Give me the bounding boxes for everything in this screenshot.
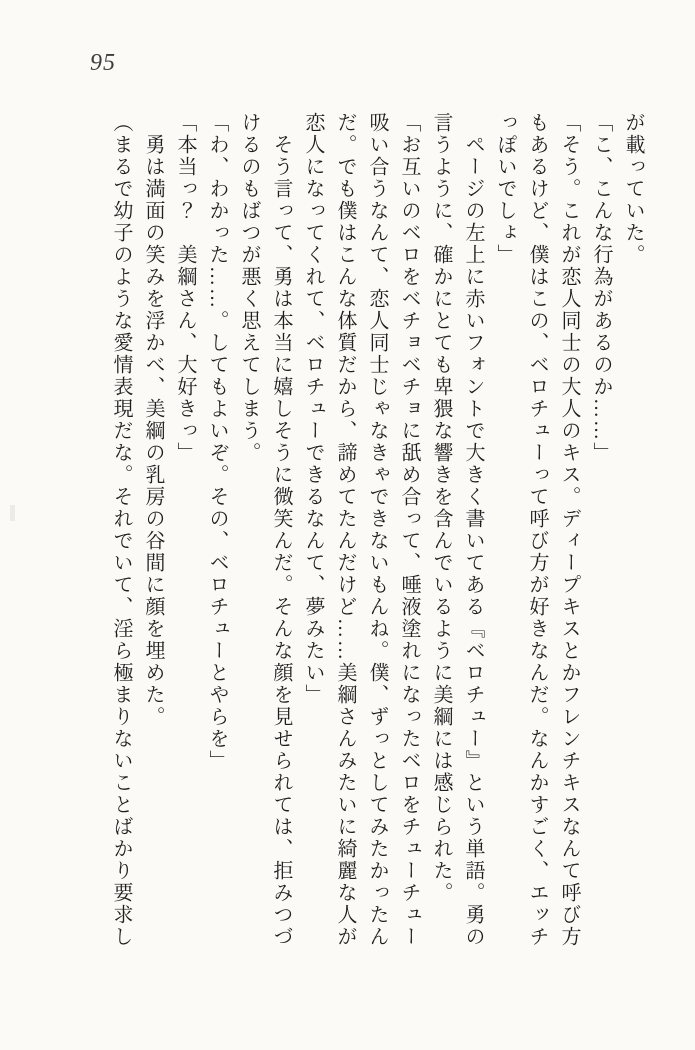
text-line: ページの左上に赤いフォントで大きく書いてある『ベロチュー』という単語。勇の — [462, 112, 484, 948]
text-line: だ。でも僕はこんな体質だから、諦めてたんだけど……美綱さんみたいに綺麗な人が — [334, 112, 356, 948]
text-line: けるのもばつが悪く思えてしまう。 — [238, 112, 260, 464]
text-line: っぽいでしょ」 — [494, 112, 516, 266]
text-line: が載っていた。 — [622, 112, 644, 266]
text-line: 吸い合うなんて、恋人同士じゃなきゃできないもんね。僕、ずっとしてみたかったん — [366, 112, 388, 948]
text-line: （まるで幼子のような愛情表現だな。それでいて、淫ら極まりないことばかり要求し — [110, 112, 132, 948]
body-text — [105, 112, 649, 1012]
text-line: 言うように、確かにとても卑猥な響きを含んでいるように美綱には感じられた。 — [430, 112, 452, 904]
text-line: 恋人になってくれて、ベロチューできるなんて、夢みたい」 — [302, 112, 324, 706]
page-number: 95 — [90, 50, 116, 76]
text-line: もあるけど、僕はこの、ベロチューって呼び方が好きなんだ。なんかすごく、エッチ — [526, 112, 548, 948]
scan-artifact-mark — [10, 505, 15, 521]
text-line: 「こ、こんな行為があるのか……」 — [590, 112, 612, 464]
text-line: 「お互いのベロをベチョベチョに舐め合って、唾液塗れになったベロをチューチュー — [398, 112, 420, 948]
text-line: そう言って、勇は本当に嬉しそうに微笑んだ。そんな顔を見せられては、拒みつづ — [270, 112, 292, 948]
text-line: 「わ、わかった……。してもよいぞ。その、ベロチューとやらを」 — [206, 112, 228, 772]
text-line: 「そう。これが恋人同士の大人のキス。ディープキスとかフレンチキスなんて呼び方 — [558, 112, 580, 948]
text-line: 勇は満面の笑みを浮かべ、美綱の乳房の谷間に顔を埋めた。 — [142, 112, 164, 728]
text-line: 「本当っ？ 美綱さん、大好きっ」 — [174, 112, 196, 464]
